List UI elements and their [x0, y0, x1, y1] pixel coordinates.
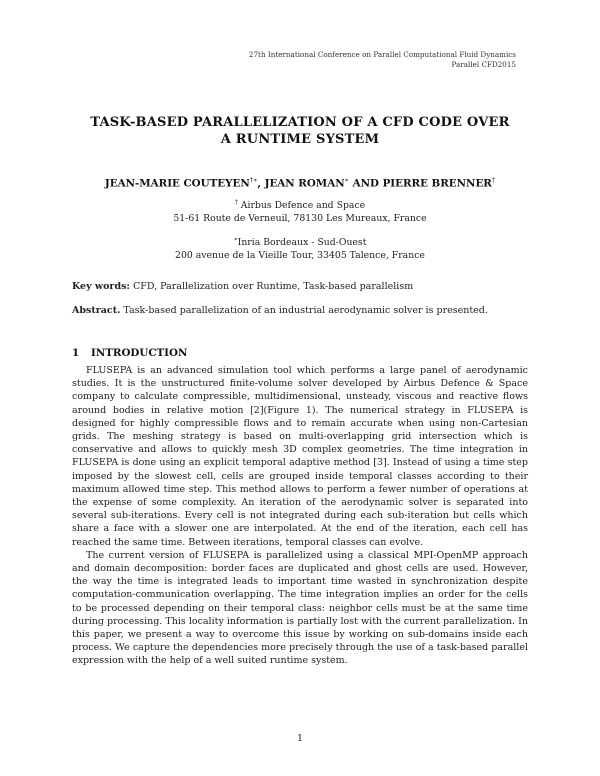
affiliation-2-name: Inria Bordeaux - Sud-Ouest	[237, 237, 367, 249]
author-1: JEAN-MARIE COUTEYEN	[104, 177, 250, 190]
paper-title	[84, 114, 516, 148]
author-list	[84, 176, 516, 189]
author-and: AND	[349, 177, 383, 190]
section-heading	[72, 347, 187, 359]
affiliation-2-mark: ∗	[233, 236, 238, 243]
conference-short-name: Parallel CFD2015	[451, 60, 516, 69]
abstract	[72, 305, 528, 316]
affiliation-2-address: 200 avenue de la Vieille Tour, 33405 Talence, France	[175, 249, 425, 261]
keywords	[72, 281, 528, 292]
author-3-marks: †	[491, 176, 496, 184]
paper-title-line-2: A RUNTIME SYSTEM	[220, 132, 380, 147]
section-number: 1	[72, 347, 80, 359]
keywords-label: Key words:	[72, 281, 130, 292]
affiliation-1-address: 51-61 Route de Verneuil, 78130 Les Mureaux, France	[173, 212, 427, 224]
paragraph: FLUSEPA is an advanced simulation tool which performs a large panel of aerodynamic studies. It is the unstructured finite-volume solver developed by Airbus Defence & Space company to calculate compressible, multidimensional, unsteady, viscous and reactive flows around bodies in relative motion [2](Figure 1). The numerical strategy in FLUSEPA is designed for highly compressible flows and to remain accurate when using non-Cartesian grids. The meshing strategy is based on multi-overlapping grid intersection which is conservative and allows to quickly mesh 3D complex geometries. The time integration in FLUSEPA is done using an explicit temporal adaptive method [3]. Instead of using a time step imposed by the slowest cell, cells are grouped inside temporal classes according to their maximum allowed time step. This method allows to perform a fewer number of operations at the expense of some complexity. An iteration of the aerodynamic solver is separated into several sub-iterations. Every cell is not integrated during each sub-iteration but cells which share a face with a slower one are interpolated. At the end of the iteration, each cell has reached the same time. Between iterations, temporal classes can evolve.	[72, 365, 528, 548]
section-title: INTRODUCTION	[91, 347, 188, 359]
page-number: 1	[296, 733, 304, 744]
author-2-marks: ∗	[344, 176, 350, 184]
paragraph: The current version of FLUSEPA is parallelized using a classical MPI-OpenMP approach and domain decomposition: border faces are duplicated and ghost cells are used. However, the way the time is integrated leads to important time wasted in synchronization despite computation-communication overlapping. The time integration implies an order for the cells to be processed depending on their temporal class: neighbor cells must be at the same time during processing. This locality information is partially lost with the current parallelization. In this paper, we present a way to overcome this issue by working on sub-domains inside each process. We capture the dependencies more precisely through the use of a task-based parallel expression with the help of a well suited runtime system.	[72, 549, 528, 667]
keywords-text: CFD, Parallelization over Runtime, Task-based parallelism	[129, 281, 414, 292]
body-text	[72, 364, 528, 668]
author-3: PIERRE BRENNER	[382, 177, 492, 190]
conference-name: 27th International Conference on Parallel Computational Fluid Dynamics	[248, 50, 516, 59]
affiliation-1-name: Airbus Defence and Space	[237, 200, 366, 212]
conference-header	[249, 50, 516, 70]
affiliation-1-mark: †	[234, 199, 238, 206]
abstract-label: Abstract.	[72, 305, 121, 316]
author-1-marks: †∗	[249, 176, 258, 184]
affiliation-2	[84, 234, 516, 262]
author-2: JEAN ROMAN	[264, 177, 345, 190]
abstract-text: Task-based parallelization of an industrial aerodynamic solver is presented.	[120, 305, 488, 316]
affiliation-1	[84, 197, 516, 225]
author-separator: ,	[257, 177, 265, 190]
paper-title-line-1: TASK-BASED PARALLELIZATION OF A CFD CODE OVER	[90, 115, 510, 130]
